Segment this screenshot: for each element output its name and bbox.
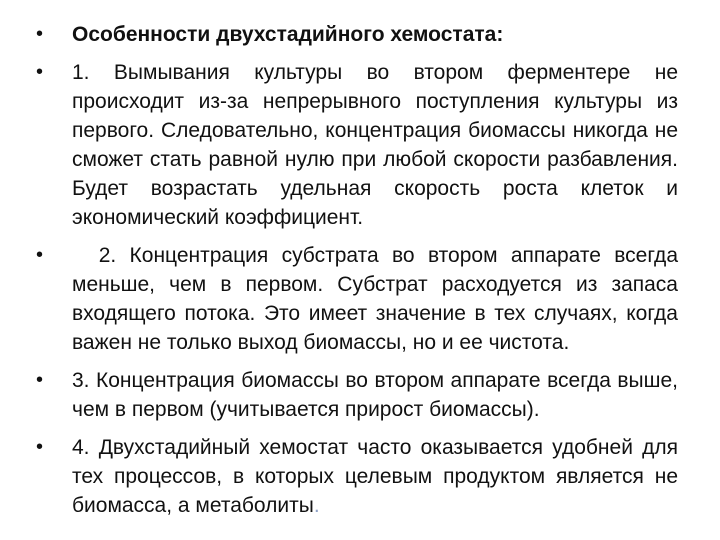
bullet-text-4: 4. Двухстадийный хемостат часто оказывается удобней для тех процессов, в которых целевым продуктом является не биомасса, а метаболиты (72, 436, 678, 517)
bullet-item-heading (36, 20, 678, 49)
bullet-item-1 (36, 58, 678, 232)
bullet-text-2: 2. Концентрация субстрата во втором аппарате всегда меньше, чем в первом. Субстрат расходуется из запаса входящего потока. Это имеет значение в тех случаях, когда важен не только выход биомассы, но и ее чистота. (72, 244, 684, 354)
bullet-marker: • (36, 369, 44, 391)
bullet-marker: • (36, 244, 44, 266)
bullet-marker: • (36, 436, 44, 458)
bullet-list (36, 20, 684, 520)
bullet-heading-text: Особенности двухстадийного хемостата: (72, 23, 504, 46)
bullet-item-3 (36, 366, 678, 424)
bullet-item-2 (36, 241, 684, 357)
bullet-marker: • (36, 61, 44, 83)
bullet-item-4 (36, 433, 678, 520)
bullet-text-3: 3. Концентрация биомассы во втором аппарате всегда выше, чем в первом (учитывается прирост биомассы). (72, 369, 678, 421)
bullet-marker: • (36, 23, 44, 45)
bullet-text-1: 1. Вымывания культуры во втором ферментере не происходит из-за непрерывного поступления культуры из первого. Следовательно, концентрация биомассы никогда не сможет стать равной нулю при любой скорости разбавления. Будет возрастать удельная скорость роста клеток и экономический коэффициент. (72, 61, 678, 229)
trailing-dot: . (313, 494, 320, 517)
